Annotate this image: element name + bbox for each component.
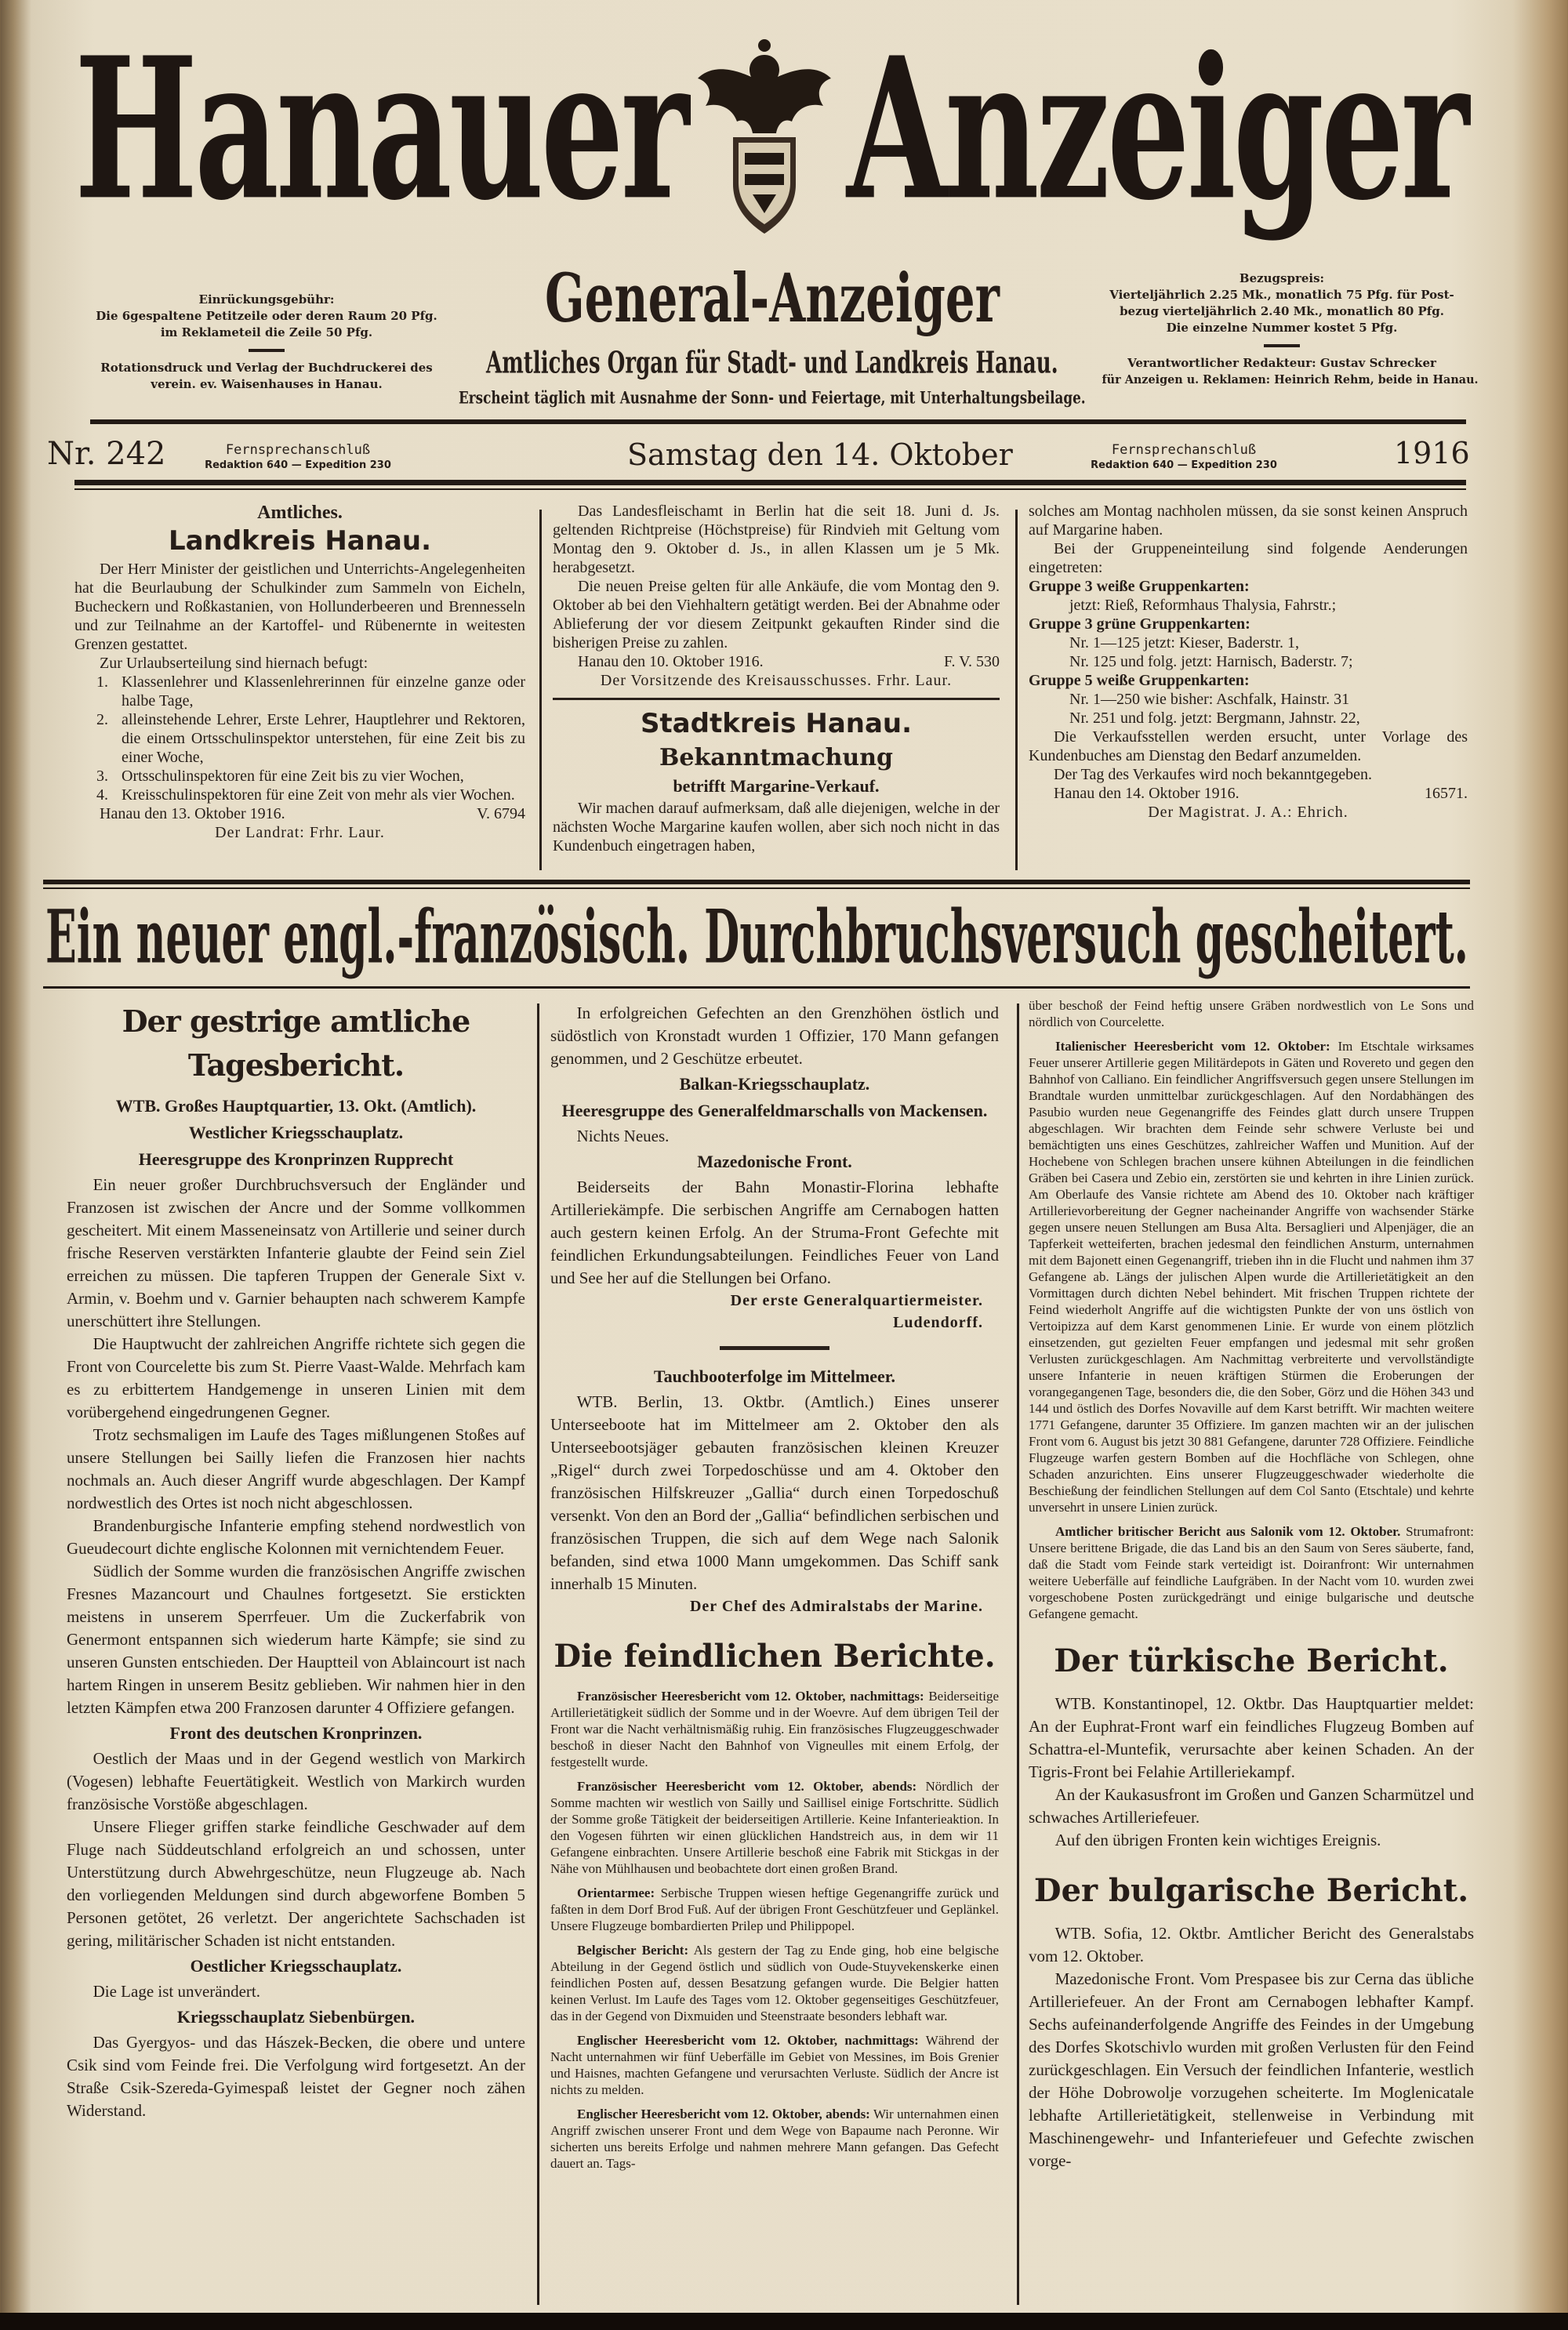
section-rule-thin — [43, 887, 1470, 889]
subheading: betrifft Margarine-Verkauf. — [673, 776, 880, 796]
masthead-organ — [486, 345, 1058, 380]
masthead-frequency-text: Erscheint täglich mit Ausnahme der Sonn- und Feiertage, mit Unterhaltungsbeilage. — [459, 387, 1086, 408]
list-number: 2. — [96, 711, 108, 728]
article-heading: Der türkische Bericht. — [1054, 1642, 1449, 1679]
notice-reference: 16571. — [1425, 785, 1468, 802]
paragraph: Die Hauptwucht der zahlreichen Angriffe richtete sich gegen die Front von Courcelette bis zum St. Pierre Vaast-Walde. Mehrfach kam es zu erbittertem Handgemenge in unseren Linien mit dem vorübergehend eingedrungenen Gegner. — [67, 1334, 525, 1421]
notice-date: Hanau den 13. Oktober 1916. — [100, 805, 285, 822]
list-item — [74, 710, 525, 767]
report-paragraph — [550, 2032, 999, 2098]
notice-column-3 — [1029, 502, 1468, 822]
group-entry: Nr. 1—250 wie bisher: Aschfalk, Hainstr. 31 — [1069, 691, 1350, 708]
report-source: Orientarmee: — [577, 1885, 655, 1900]
main-headline — [45, 894, 1468, 980]
advertising-rates-heading: Einrückungsgebühr: — [198, 292, 335, 307]
report-paragraph — [550, 1778, 999, 1877]
signature: Der Vorsitzende des Kreisausschusses. Frhr. Laur. — [600, 672, 953, 689]
list-item — [74, 767, 525, 786]
paragraph: Der Herr Minister der geistlichen und Unterrichts-Angelegenheiten hat die Beurlaubung der Schulkinder zum Sammeln von Eicheln, Bucheckern und Roßkastanien, von Hollunderbeeren und Brennesseln und zur Teilnahme an der Kartoffel- und Rübenernte in weitesten Grenzen gestattet. — [74, 561, 525, 653]
paragraph: Oestlich der Maas und in der Gegend westlich von Markirch (Vogesen) lebhafte Feuertätigkeit. Westlich von Markirch wurden französische Vorstöße abgeschlagen. — [67, 1749, 525, 1813]
advertising-rates-line: Die 6gespaltene Petitzeile oder deren Raum 20 Pfg. — [96, 309, 437, 323]
notice-column-2 — [553, 502, 1000, 855]
eagle-coat-of-arms-icon — [690, 39, 839, 243]
dateline-rule-thin — [74, 488, 1466, 490]
paragraph: Nichts Neues. — [576, 1127, 670, 1145]
article — [1029, 997, 1474, 2172]
imprint-row — [86, 360, 447, 376]
notice-title: Landkreis Hanau. — [169, 525, 431, 557]
paragraph: Die neuen Preise gelten für alle Ankäufe, die vom Montag den 9. Oktober ab bei den Viehhaltern getätigt werden. Bei der Abnahme oder Ablieferung der vor diesem Zeitpunkt gekauften Rinder sind die bisherigen Preise zu zahlen. — [553, 578, 1000, 651]
news-column-1 — [67, 1000, 525, 2122]
subheading: Oestlicher Kriegsschauplatz. — [190, 1956, 402, 1976]
article — [1029, 502, 1468, 822]
advertising-rates-box — [86, 292, 447, 393]
list-number: 1. — [96, 673, 108, 691]
paragraph: WTB. Berlin, 13. Oktbr. (Amtlich.) Eines unserer Unterseeboote hat im Mittelmeer am 2. Oktober den als Unterseebootsjäger gebauten französischen kleinen Kreuzer „Rigel“ durch zwei Torpedoschüsse und am 4. Oktober den französischen Hilfskreuzer „Gallia“ durch einen Torpedoschuß versenkt. Von den an Bord der „Gallia“ befindlichen serbischen und französischen Truppen, die sich auf dem Wege nach Salonik befanden, sind etwa 1000 Mann umgekommen. Das Schiff sank innerhalb 15 Minuten. — [550, 1392, 999, 1593]
paragraph: Das Gyergyos- und das Hászek-Becken, die obere und untere Csik sind vom Feinde frei. Die Verfolgung wird fortgesetzt. An der Straße Csik-Szereda-Gyimespaß leistet der Gegner noch zähen Widerstand. — [67, 2033, 525, 2120]
article-divider — [553, 698, 1000, 700]
news-column-2 — [550, 1002, 999, 2179]
editor-row — [1094, 355, 1470, 372]
group-entry: Nr. 1—125 jetzt: Kieser, Baderstr. 1, — [1069, 634, 1300, 651]
phone-numbers: Redaktion 640 — Expedition 230 — [205, 459, 391, 471]
phone-numbers: Redaktion 640 — Expedition 230 — [1091, 459, 1277, 471]
signature: Der Landrat: Frhr. Laur. — [215, 824, 385, 841]
paragraph: WTB. Sofia, 12. Oktbr. Amtlicher Bericht des Generalstabs vom 12. Oktober. — [1029, 1924, 1474, 1965]
article-divider — [720, 1346, 829, 1350]
list-text: Ortsschulinspektoren für eine Zeit bis zu vier Wochen, — [122, 768, 464, 785]
advertising-rates-row — [86, 325, 447, 341]
list-number: 3. — [96, 768, 108, 785]
report-text: Serbische Truppen wiesen heftige Gegenangriffe zurück und faßten in dem Dorf Brod Fuß. Auf der übrigen Front Geschützfeuer und Geplänkel. Unsere Flugzeuge bombardierten Prilep und Philippopel. — [550, 1885, 1000, 1933]
subscription-row — [1094, 320, 1470, 336]
advertising-rates-line: im Reklameteil die Zeile 50 Pfg. — [160, 325, 373, 339]
column-divider — [1015, 510, 1018, 870]
report-source: Amtlicher britischer Bericht aus Salonik vom 12. Oktober. — [1055, 1524, 1401, 1539]
notice-date: Hanau den 14. Oktober 1916. — [1054, 785, 1240, 802]
imprint-line: verein. ev. Waisenhauses in Hanau. — [151, 377, 383, 391]
list-text: Klassenlehrer und Klassenlehrerinnen für einzelne ganze oder halbe Tage, — [122, 673, 525, 710]
notice-dateline — [1029, 784, 1468, 803]
subscription-row — [1094, 287, 1470, 303]
divider — [249, 349, 285, 352]
paragraph: Trotz sechsmaligen im Laufe des Tages mißlungenen Stoßes auf unsere Stellungen bei Sailly liefen die Franzosen hier nachts nochmals an. Auch dieser Angriff wurde abgeschlagen. Der Kampf nordwestlich des Ortes ist noch nicht abgeschlossen. — [67, 1425, 525, 1512]
notice-dateline — [553, 652, 1000, 671]
paragraph: Brandenburgische Infanterie empfing stehend nordwestlich von Gueudecourt dichte englische Kolonnen mit vernichtendem Feuer. — [67, 1516, 525, 1558]
list-text: alleinstehende Lehrer, Erste Lehrer, Hauptlehrer und Rektoren, die einem Ortsschulinspektor unterstehen, für eine Zeit bis zu einer Woche, — [122, 711, 525, 766]
subscription-line: Die einzelne Nummer kostet 5 Pfg. — [1166, 321, 1398, 335]
paragraph: Beiderseits der Bahn Monastir-Florina lebhafte Artilleriekämpfe. Die serbischen Angriffe am Cernabogen hatten auch gestern keinen Erfolg. An der Struma-Front Gefechte mit feindlichen Erkundungsabteilungen. Feindliches Feuer von Land und See her auf die Stellungen bei Orfano. — [550, 1178, 999, 1287]
subheading: Kriegsschauplatz Siebenbürgen. — [176, 2007, 416, 2027]
subheading: Balkan-Kriegsschauplatz. — [679, 1074, 870, 1094]
paragraph: Zur Urlaubserteilung sind hiernach befugt: — [100, 655, 368, 672]
notice-column-1 — [74, 499, 525, 842]
masthead-frequency — [459, 387, 1086, 408]
report-text: Wir unternahmen einen Angriff zwischen unserer Front und dem Wege von Bapaume nach Peronne. Wir sicherten uns bereits Erfolge und nahmen mehrere Mann gefangen. Das Gefecht dauert an. Tags- — [550, 2107, 1000, 2171]
subheading: Heeresgruppe des Generalfeldmarschalls von Mackensen. — [561, 1101, 988, 1120]
article — [553, 706, 1000, 855]
signature: Der Magistrat. J. A.: Ehrich. — [1148, 804, 1348, 821]
paragraph: Mazedonische Front. Vom Prespasee bis zur Cerna das übliche Artilleriefeuer. An der Front am Cernabogen lebhafter Kampf. Sechs aufeinanderfolgende Angriffe des Feindes in der Umgebung des Dorfes Skotschivlo wurden mit großen Verlusten für den Feind zurückgeschlagen. Ein Versuch der feindlichen Infanterie, westlich der Höhe Dobrowolje vorzugehen scheiterte. Im Moglenicatale lebhafte Artillerietätigkeit, stellenweise in Verbindung mit Maschinengewehr- und Infanteriefeuer und Gefechte zwischen vorge- — [1029, 1969, 1474, 2170]
editor-line: Verantwortlicher Redakteur: Gustav Schrecker — [1127, 356, 1436, 370]
report-paragraph — [550, 1885, 999, 1934]
report-text: Während der Nacht unternahmen wir fünf Ueberfälle im Gebiet von Messines, im Bois Grenier und Haisnes, machten Gefangene und verursachten Verluste. Südlich der Ancre ist nichts zu melden. — [550, 2033, 999, 2097]
list-number: 4. — [96, 786, 108, 804]
article-heading: Die feindlichen Berichte. — [554, 1638, 996, 1675]
issue-date: Samstag den 14. Oktober — [627, 437, 1013, 472]
masthead-rule — [90, 419, 1466, 424]
column-divider — [1017, 1003, 1019, 2305]
report-text: Beiderseitige Artillerietätigkeit südlich der Somme und in der Woevre. Auf dem übrigen Teil der Front war die Nacht verhältnismäßig ruhig. Ein französisches Flugzeuggeschwader beschoß in dieser Nacht den Bahnhof von Vigneulles mit einem Erfolg, der festgestellt wurde. — [550, 1689, 1000, 1769]
headline-rule — [43, 986, 1470, 989]
report-source: Englischer Heeresbericht vom 12. Oktober, nachmittags: — [577, 2033, 919, 2048]
report-paragraph — [550, 2106, 999, 2172]
group-heading: Gruppe 3 grüne Gruppenkarten: — [1029, 615, 1250, 633]
list-text: Kreisschulinspektoren für eine Zeit von mehr als vier Wochen. — [122, 786, 515, 804]
article — [553, 502, 1000, 690]
masthead-subtitle-text: General-Anzeiger — [545, 258, 1000, 337]
report-text: Im Etschtale wirksames Feuer unserer Artillerie gegen Militärdepots in Gäten und Rovereto und gegen den Bahnhof von Calliano. Ein feindlicher Angriffsversuch gegen unsere Stellungen im Brandtale wurden unmittelbar zurückgeschlagen. Auf den Nordabhängen des Pasubio wurden neue Gegenangriffe des Feindes glatt durch unsere Truppen abgeschlagen. Wir brachten dem Feinde sehr schwere Verluste bei und bemächtigten uns eines Geschützes, zahlreicher Waffen und Munition. Auf der Hochebene von Schlegen brachen unsere kühnen Abteilungen in die feindlichen Gräben bei Casera und Zebio ein, zerstörten sie und kehrten in ihre Linien zurück. Am Oberlaufe des Vansie richtete am Abend des 10. Oktober nach kräftiger Artillerievorbereitung der Gegner nacheinander Angriffe von wachsender Stärke gegen unsere neuen Stellungen am Busa Alta. Bersaglieri und Alpenjäger, die an Tapferkeit wetteiferten, brachen jedesmal den feindlichen Ansturm, unternahmen mit dem Bajonett einen Gegenangriff, trieben ihn in die Flucht und nahmen ihm 37 Gefangene ab. Längs der julischen Alpen wurde die Artillerietätigkeit an den Vormittagen durch dichten Nebel behindert. Mit frischen Truppen richtete der Feind wiederholt Angriffe auf die wichtigsten Punkte der von uns östlich von Vertoipizza auf dem Karst genommenen Linie. Er wurde von einem plötzlich einsetzenden, gut gezielten Feuer empfangen und jedesmal mit sehr großen Verlusten zurückgeschlagen. Am Nachmittag verbreiterte und vervollständigte unsere Infanterie in neuen kräftigen Stürmen die Eroberungen der vorangegangenen Tage, besonders die, die den Sober, Görz und die Höhen 343 und 144 und östlich des Dorfes Novaville auf dem Karst betrifft. Wir machten weitere 1771 Gefangene, darunter 35 Offiziere. Im ganzen machten wir an der julischen Front vom 6. August bis jetzt 30 881 Gefangene, darunter 728 Offiziere. Feindliche Flugzeuge warfen gestern Bomben auf die Hochfläche von Schlegen, ohne Schaden anzurichten. Eins unserer Flugzeuggeschwader wiederholte die Beschießung der feindlichen Stellungen auf dem Col Santo (Etschtale) und kehrte unversehrt in unsere Linien zurück. — [1029, 1039, 1474, 1515]
issue-number: Nr. 242 — [47, 436, 166, 472]
phone-label: Fernsprechanschluß — [1111, 442, 1257, 458]
subscription-heading-line — [1094, 270, 1470, 287]
main-headline-text: Ein neuer engl.-französisch. Durchbruchsversuch gescheitert. — [45, 894, 1468, 980]
signature: Der erste Generalquartiermeister. — [730, 1292, 983, 1309]
paragraph: Die Verkaufsstellen werden ersucht, unter Vorlage des Kundenbuches am Dienstag den Bedarf anzumelden. — [1029, 728, 1468, 764]
imprint-row — [86, 376, 447, 393]
paragraph: Ein neuer großer Durchbruchsversuch der Engländer und Franzosen ist zwischen der Ancre und der Somme vollkommen gescheitert. Mit einem Masseneinsatz von Artillerie und seiner durch frische Reserven verstärkten Infanterie glaubte der Feind sein Ziel erreichen zu müssen. Die tapferen Truppen der Generale Sixt v. Armin, v. Boehm und v. Garnier behaupten nach schwerem Kampfe unerschüttert ihre Stellungen. — [67, 1175, 525, 1330]
article — [74, 502, 525, 842]
report-text: Strumafront: Unsere berittene Brigade, die das Land bis an den Saum von Seres säuberte, fand, daß die Stadt vom Feinde stark verteidigt ist. Doiranfront: Wir unternahmen weitere Ueberfälle auf feindliche Laufgräben. In der Nacht vom 10. wurden zwei vorgeschobene Posten zurückgedrängt und einige bulgarische und deutsche Gefangene gemacht. — [1029, 1524, 1475, 1621]
subheading: Heeresgruppe des Kronprinzen Rupprecht — [138, 1149, 454, 1169]
dateline-rule — [74, 480, 1466, 485]
paragraph: An der Kaukasusfront im Großen und Ganzen Scharmützel und schwaches Artilleriefeuer. — [1029, 1785, 1474, 1827]
issue-year: 1916 — [1394, 436, 1470, 470]
subscription-box — [1094, 270, 1479, 388]
divider — [1264, 344, 1300, 347]
group-heading: Gruppe 5 weiße Gruppenkarten: — [1029, 672, 1250, 689]
paragraph: Das Landesfleischamt in Berlin hat die seit 18. Juni d. Js. geltenden Richtpreise (Höchstpreise) für Rindvieh mit Geltung vom Montag den 9. Oktober d. Js., in allen Klassen um je 5 Mk. herabgesetzt. — [553, 503, 1000, 576]
paragraph: Südlich der Somme wurden die französischen Angriffe zwischen Fresnes Mazancourt und Chaulnes fortgesetzt. Sie erstickten meistens in unserem Sperrfeuer. Um die Zuckerfabrik von Genermont entspannen sich wiederum harte Kämpfe; sie sind zu unseren Gunsten entschieden. Der Hauptteil von Ablaincourt ist nach hartem Ringen in unserem Besitz geblieben. Wir nahmen hier in den letzten Kämpfen etwa 200 Franzosen darunter 4 Offiziere gefangen. — [67, 1562, 525, 1717]
article — [550, 1364, 999, 2172]
masthead-title-right-text: Anzeiger — [847, 14, 1467, 243]
subscription-line: Vierteljährlich 2.25 Mk., monatlich 75 Pfg. für Post- — [1109, 288, 1454, 302]
paragraph: Der Tag des Verkaufes wird noch bekanntgegeben. — [1054, 766, 1373, 783]
masthead-organ-text: Amtliches Organ für Stadt- und Landkreis Hanau. — [486, 345, 1058, 380]
article — [67, 1000, 525, 2122]
notice-reference: F. V. 530 — [943, 653, 1000, 670]
news-column-3 — [1029, 997, 1474, 2172]
section-kicker: Amtliches. — [257, 503, 343, 523]
subscription-line: bezug vierteljährlich 2.40 Mk., monatlich 80 Pfg. — [1120, 304, 1444, 318]
list-item — [74, 673, 525, 710]
paragraph: Die Lage ist unverändert. — [93, 1982, 261, 2001]
subheading: WTB. Großes Hauptquartier, 13. Okt. (Amtlich). — [115, 1096, 477, 1116]
paragraph: solches am Montag nachholen müssen, da sie sonst keinen Anspruch auf Margarine haben. — [1029, 503, 1468, 539]
editor-line: für Anzeigen u. Reklamen: Heinrich Rehm, beide in Hanau. — [1102, 372, 1479, 387]
paragraph: WTB. Konstantinopel, 12. Oktbr. Das Hauptquartier meldet: An der Euphrat-Front warf ein feindliches Flugzeug Bomben auf Schattra-el-Muntefik, verursachte aber keinen Schaden. An der Tigris-Front bei Felahie Artilleriekampf. — [1029, 1694, 1474, 1781]
subscription-heading: Bezugspreis: — [1239, 271, 1325, 285]
list-item — [74, 786, 525, 804]
report-source: Französischer Heeresbericht vom 12. Oktober, abends: — [577, 1779, 917, 1794]
advertising-rates-row — [86, 308, 447, 325]
notice-date: Hanau den 10. Oktober 1916. — [578, 653, 764, 670]
article-heading: Der bulgarische Bericht. — [1033, 1872, 1469, 1909]
group-entry: Nr. 125 und folg. jetzt: Harnisch, Baderstr. 7; — [1069, 653, 1353, 670]
report-source: Belgischer Bericht: — [577, 1943, 689, 1958]
report-paragraph — [550, 1688, 999, 1770]
phone-label: Fernsprechanschluß — [225, 442, 371, 458]
paragraph: Auf den übrigen Fronten kein wichtiges Ereignis. — [1054, 1831, 1381, 1849]
paragraph: Bei der Gruppeneinteilung sind folgende Aenderungen eingetreten: — [1029, 540, 1468, 576]
report-text: Nördlich der Somme machten wir westlich von Sailly und Saillisel einige Fortschritte. Südlich der Somme große Tätigkeit der beiderseitigen Artillerie. Keine Infanterieaktion. In den Vogesen führten wir einen glücklichen Handstreich aus, in dem wir 11 Gefangene einbrachten. Unsere Artillerie beschoß eine Fabrik mit Stickgas in der Nähe von Mühlhausen und beobachtete dort einen großen Brand. — [550, 1779, 1000, 1876]
group-heading: Gruppe 3 weiße Gruppenkarten: — [1029, 578, 1250, 595]
article-heading: Der gestrige amtliche Tagesbericht. — [122, 1003, 470, 1083]
subheading: Tauchbooterfolge im Mittelmeer. — [653, 1366, 896, 1386]
report-source: Französischer Heeresbericht vom 12. Oktober, nachmittags: — [577, 1689, 924, 1704]
report-paragraph — [550, 1942, 999, 2024]
editor-row — [1094, 372, 1479, 388]
page-bottom-edge — [0, 2313, 1568, 2330]
report-paragraph — [1029, 1038, 1474, 1515]
column-divider — [539, 510, 542, 870]
subheading: Front des deutschen Kronprinzen. — [169, 1723, 423, 1743]
report-source: Englischer Heeresbericht vom 12. Oktober, abends: — [577, 2107, 870, 2121]
section-rule — [43, 880, 1470, 884]
paragraph: Wir machen darauf aufmerksam, daß alle diejenigen, welche in der nächsten Woche Margarine kaufen wollen, aber sich noch nicht in das Kundenbuch eingetragen haben, — [553, 800, 1000, 855]
phone-info-right — [1066, 443, 1301, 473]
group-entry: Nr. 251 und folg. jetzt: Bergmann, Jahnstr. 22, — [1069, 710, 1360, 727]
group-entry: jetzt: Rieß, Reformhaus Thalysia, Fahrstr.; — [1069, 597, 1337, 614]
report-paragraph — [1029, 1523, 1474, 1622]
subheading: Mazedonische Front. — [697, 1152, 852, 1171]
masthead-title-left-text: Hanauer — [74, 14, 687, 243]
report-text: Als gestern der Tag zu Ende ging, hob eine belgische Abteilung in der Gegend östlich und südlich von Oude-Stuyvekenskerke einen feindlichen Posten auf, dessen Besatzung gefangen wurde. Die Belgier hatten keinen Verlust. Im Laufe des Tages vom 12. Oktober gegenseitiges Geschützfeuer, das in der Gegend von Dixmuiden und Steenstraate besonders lebhaft war. — [550, 1943, 999, 2023]
column-divider — [537, 1003, 539, 2305]
paragraph: In erfolgreichen Gefechten an den Grenzhöhen östlich und südöstlich von Kronstadt wurden 1 Offizier, 170 Mann gefangen genommen, und 2 Geschütze erbeutet. — [550, 1003, 999, 1068]
signature: Ludendorff. — [893, 1314, 983, 1331]
report-source: Italienischer Heeresbericht vom 12. Oktober: — [1055, 1039, 1330, 1054]
notice-reference: V. 6794 — [477, 805, 525, 822]
notice-title: Stadtkreis Hanau. — [640, 708, 913, 739]
imprint-line: Rotationsdruck und Verlag der Buchdruckerei des — [100, 361, 433, 375]
signature: Der Chef des Admiralstabs der Marine. — [689, 1598, 983, 1615]
masthead-title-left — [74, 14, 687, 243]
masthead-subtitle — [545, 258, 1000, 337]
notice-dateline — [74, 804, 525, 823]
masthead-title-right — [847, 14, 1467, 243]
subscription-row — [1094, 303, 1470, 320]
notice-subtitle: Bekanntmachung — [659, 744, 893, 771]
article — [550, 1002, 999, 1334]
report-paragraph: über beschoß der Feind heftig unsere Gräben nordwestlich von Le Sons und nördlich von Courcelette. — [1029, 998, 1474, 1029]
subheading: Westlicher Kriegsschauplatz. — [188, 1123, 404, 1142]
paragraph: Unsere Flieger griffen starke feindliche Geschwader auf dem Fluge nach Süddeutschland erfolgreich an und schossen, unter Unterstützung durch Abwehrgeschütze, neun Flugzeuge ab. Nach den vorliegenden Meldungen sind durch abgeworfene Bomben 5 Personen getötet, 26 verletzt. Der angerichtete Sachschaden ist gering, militärischer Schaden ist nicht entstanden. — [67, 1817, 525, 1950]
advertising-rates-heading-line — [86, 292, 447, 308]
phone-info-left — [204, 443, 392, 473]
